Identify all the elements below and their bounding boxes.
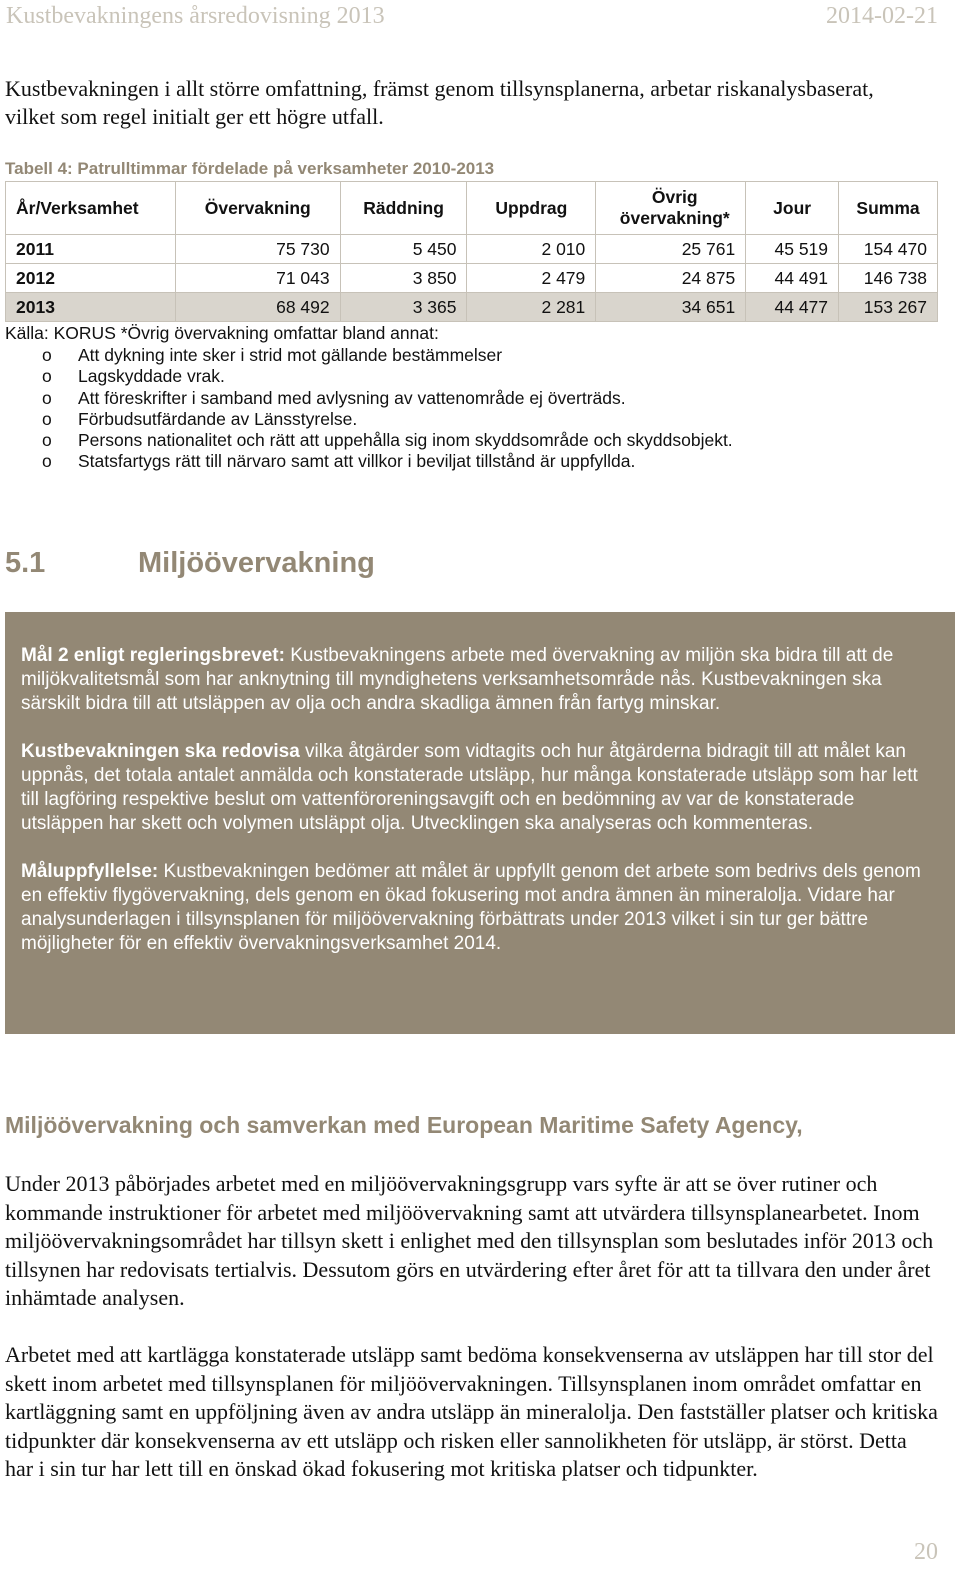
report-text: vilka åtgärder som vidtagits och hur åtgärderna bidragit till att målet kan uppnås, det totala antalet anmälda och konstaterade utsläpp, hur många konstaterade utsläpp som har lett till lagföring respektive beslut om vattenföroreningsavgift och en bedömning av var de konstaterade utsläppen har skett och volymen utsläppt olja. Utvecklingen ska analyseras och kommenteras. [21, 741, 918, 834]
table-cell: 2011 [6, 235, 176, 264]
patrol-hours-table [5, 181, 938, 322]
report-paragraph [21, 740, 939, 836]
bullet-marker: o [42, 451, 52, 472]
page-number: 20 [914, 1539, 938, 1565]
goal-paragraph [21, 644, 939, 716]
bullet-marker: o [42, 366, 52, 387]
goal-label: Mål 2 enligt regleringsbrevet: [21, 645, 285, 666]
list-item [5, 345, 733, 366]
table-cell: 3 850 [340, 264, 467, 293]
list-item-text: Att föreskrifter i samband med avlysning av vattenområde ej överträds. [78, 387, 626, 408]
table-cell: 2 479 [467, 264, 596, 293]
table-cell: 71 043 [175, 264, 340, 293]
list-item [5, 451, 733, 472]
table-cell: 3 365 [340, 293, 467, 322]
table-header-cell: Uppdrag [467, 182, 596, 235]
list-item [5, 388, 733, 409]
table-cell: 153 267 [839, 293, 938, 322]
bullet-marker: o [42, 387, 52, 408]
list-item-text: Statsfartygs rätt till närvaro samt att villkor i beviljat tillstånd är uppfyllda. [78, 451, 636, 472]
table-row [6, 235, 938, 264]
fulfillment-label: Måluppfyllelse: [21, 861, 159, 882]
table-header-row [6, 182, 938, 235]
table-cell: 25 761 [596, 235, 746, 264]
table-header-cell: Jour [746, 182, 839, 235]
list-item-text: Förbudsutfärdande av Länsstyrelse. [78, 408, 358, 429]
list-item-text: Persons nationalitet och rätt att uppehålla sig inom skyddsområde och skyddsobjekt. [78, 430, 733, 451]
table-cell: 2012 [6, 264, 176, 293]
table-caption: Tabell 4: Patrulltimmar fördelade på verksamheter 2010-2013 [5, 159, 495, 178]
table-header-cell: Summa [839, 182, 938, 235]
running-header-date: 2014-02-21 [826, 3, 938, 29]
goal-box [5, 612, 955, 1034]
fulfillment-paragraph [21, 860, 939, 956]
section-heading [5, 547, 375, 580]
table-row [6, 293, 938, 322]
table-header-cell: Räddning [340, 182, 467, 235]
table-header-cell: År/Verksamhet [6, 182, 176, 235]
table-cell: 5 450 [340, 235, 467, 264]
list-item [5, 366, 733, 387]
table-header-cell: Övervakning [175, 182, 340, 235]
table-cell: 2013 [6, 293, 176, 322]
running-header-title: Kustbevakningens årsredovisning 2013 [6, 3, 385, 29]
subheading: Miljöövervakning och samverkan med European Maritime Safety Agency, [5, 1112, 803, 1138]
section-title: Miljöövervakning [138, 547, 375, 579]
table-cell: 154 470 [839, 235, 938, 264]
table-cell: 44 477 [746, 293, 839, 322]
fulfillment-text: Kustbevakningen bedömer att målet är uppfyllt genom det arbete som bedrivs dels genom en effektiv flygövervakning, dels genom en ökad fokusering mot andra ämnen än mineralolja. Vidare har analysunderlagen i tillsynsplanen för miljöövervakning förbättrats under 2013 vilket i sin tur ger bättre möjligheter för en effektiv övervakningsverksamhet 2014. [21, 861, 921, 954]
table-cell: 2 010 [467, 235, 596, 264]
bullet-marker: o [42, 430, 52, 451]
table-cell: 44 491 [746, 264, 839, 293]
intro-paragraph: Kustbevakningen i allt större omfattning, främst genom tillsynsplanerna, arbetar riskanalysbaserat, vilket som regel initialt ger ett högre utfall. [5, 76, 874, 129]
notes-list [5, 345, 733, 473]
goal-text: Kustbevakningens arbete med övervakning av miljön ska bidra till att de miljökvalitetsmål som har anknytning till myndighetens verksamhetsområde nås. Kustbevakningen ska särskilt bidra till att utsläppen av olja och andra skadliga ämnen från fartyg minskar. [21, 645, 894, 714]
list-item-text: Att dykning inte sker i strid mot gällande bestämmelser [78, 345, 503, 365]
list-item [5, 430, 733, 451]
bullet-marker: o [42, 408, 52, 429]
table-cell: 34 651 [596, 293, 746, 322]
report-label: Kustbevakningen ska redovisa [21, 741, 300, 762]
table-cell: 68 492 [175, 293, 340, 322]
section-number: 5.1 [5, 547, 46, 579]
bullet-marker: o [42, 345, 52, 365]
table-header-cell: Övrig övervakning* [596, 182, 746, 235]
table-source-note: Källa: KORUS *Övrig övervakning omfattar bland annat: [5, 323, 439, 343]
list-item [5, 409, 733, 430]
table-cell: 45 519 [746, 235, 839, 264]
table-cell: 24 875 [596, 264, 746, 293]
body-paragraph: Arbetet med att kartlägga konstaterade utsläpp samt bedöma konsekvenserna av utsläppen har till stor del skett inom arbetet med tillsynsplanen för miljöövervakningen. Tillsynsplanen inom området omfattar en kartläggning samt en uppföljning även av andra utsläpp än mineralolja. Den fastställer platser och kritiska tidpunkter där konsekvenserna av ett utsläpp och risken eller sannolikheten för utsläpp, är störst. Detta har i sin tur har lett till en önskad ökad fokusering mot kritiska platser och tidpunkter. [5, 1342, 938, 1482]
table-cell: 2 281 [467, 293, 596, 322]
table-row [6, 264, 938, 293]
table-cell: 146 738 [839, 264, 938, 293]
list-item-text: Lagskyddade vrak. [78, 366, 225, 387]
body-paragraph: Under 2013 påbörjades arbetet med en miljöövervakningsgrupp vars syfte är att se över rutiner och kommande instruktioner för arbetet med miljöövervakning samt att utvärdera tillsynsplanearbetet. Inom miljöövervakningsområdet har tillsyn skett i enlighet med den tillsynsplan som beslutades inför 2013 och tillsynen har redovisats tertialvis. Dessutom görs en utvärdering efter året för att ta tillvara den under året inhämtade analysen. [5, 1171, 934, 1311]
table-cell: 75 730 [175, 235, 340, 264]
